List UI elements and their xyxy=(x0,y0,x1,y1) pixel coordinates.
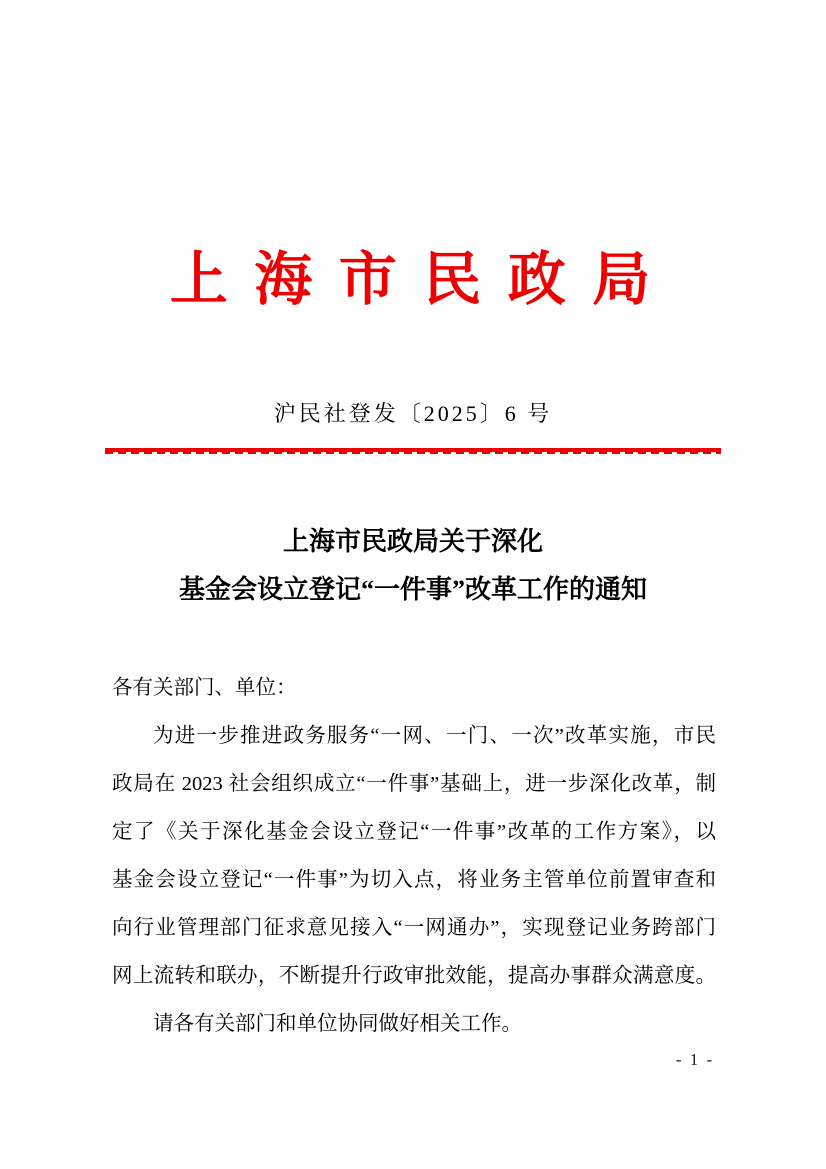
body-line: 定了《关于深化基金会设立登记“一件事”改革的工作方案》，以 xyxy=(112,821,716,843)
body-line: 为进一步推进政务服务“一网、一门、一次”改革实施，市民 xyxy=(153,725,716,747)
doc-number: 沪民社登发〔2025〕6 号 xyxy=(273,401,553,426)
document-title xyxy=(0,518,826,614)
body-line: 政局在 2023 社会组织成立“一件事”基础上，进一步深化改革，制 xyxy=(112,773,716,795)
body-line: 网上流转和联办，不断提升行政审批效能，提高办事群众满意度。 xyxy=(112,965,716,987)
document-title-line1: 上海市民政局关于深化 xyxy=(282,527,543,556)
body-line: 基金会设立登记“一件事”为切入点，将业务主管单位前置审查和 xyxy=(112,869,716,891)
body-line: 向行业管理部门征求意见接入“一网通办”，实现登记业务跨部门 xyxy=(112,917,716,939)
document-title-line2: 基金会设立登记“一件事”改革工作的通知 xyxy=(178,575,647,604)
page-number: - 1 - xyxy=(675,1050,715,1069)
document-body xyxy=(112,664,716,1048)
agency-header-title: 上 海 市 民 政 局 xyxy=(169,247,657,312)
red-divider-dashed-line xyxy=(105,452,721,454)
salutation: 各有关部门、单位： xyxy=(112,677,297,699)
red-divider-line xyxy=(105,448,721,454)
body-line: 请各有关部门和单位协同做好相关工作。 xyxy=(153,1013,522,1035)
